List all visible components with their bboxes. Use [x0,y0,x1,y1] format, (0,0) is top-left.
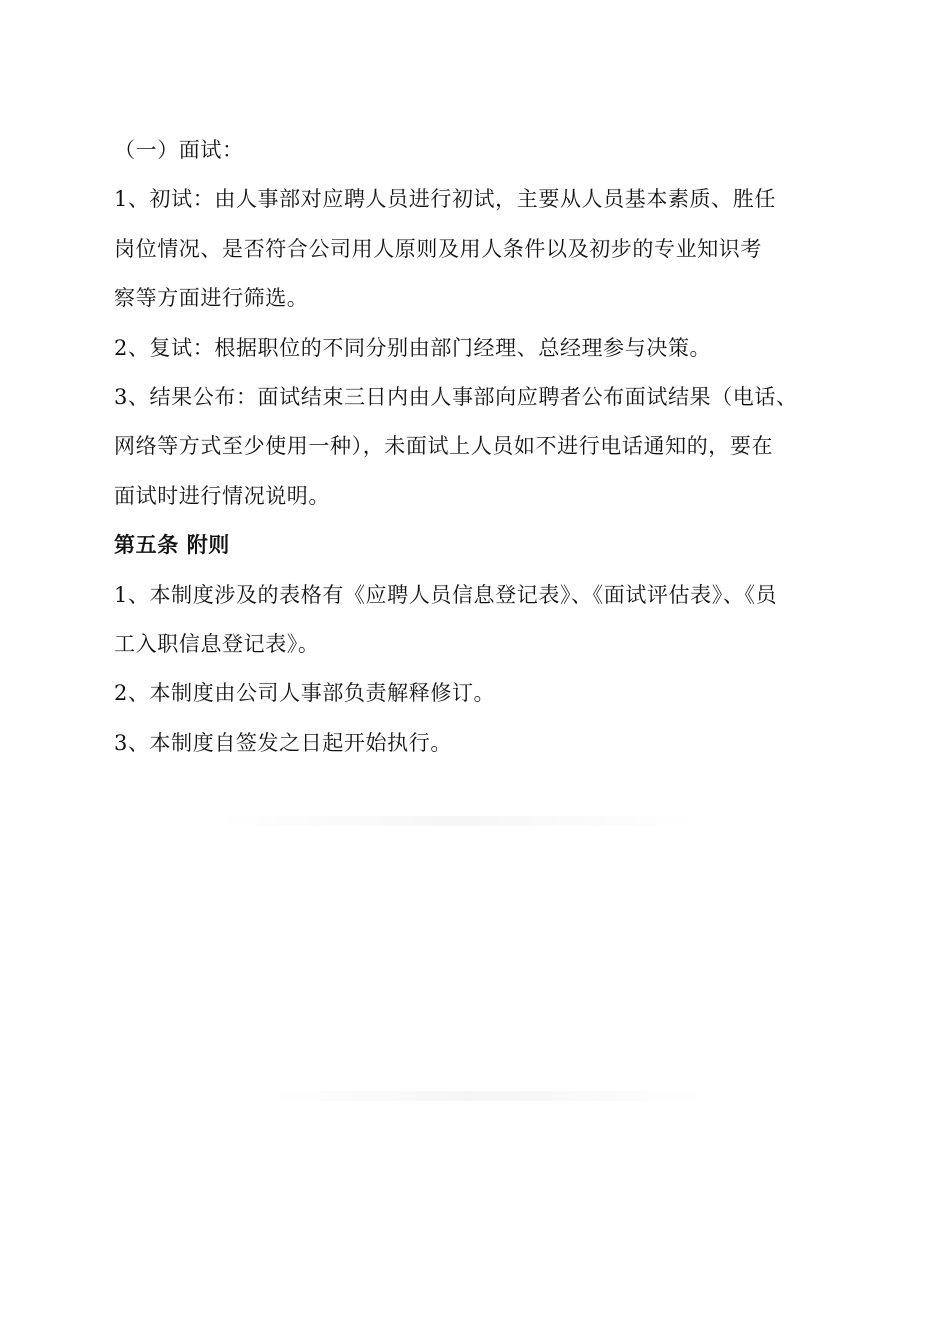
interview-line-7: 面试时进行情况说明。 [114,483,330,508]
article-five-line-4: 3、本制度自签发之日起开始执行。 [114,730,452,755]
article-five-line-2: 工入职信息登记表》。 [114,632,320,657]
interview-line-3: 察等方面进行筛选。 [114,286,309,311]
interview-line-4: 2、复试：根据职位的不同分别由部门经理、总经理参与决策。 [114,335,712,360]
interview-section-title: （一）面试： [114,138,244,162]
interview-line-2: 岗位情况、是否符合公司用人原则及用人条件以及初步的专业知识考 [114,236,762,261]
article-five-line-3: 2、本制度由公司人事部负责解释修订。 [114,681,496,706]
document-body [114,126,804,768]
interview-line-6: 网络等方式至少使用一种），未面试上人员如不进行电话通知的，要在 [114,434,774,459]
interview-line-1: 1、初试：由人事部对应聘人员进行初试，主要从人员基本素质、胜任 [114,187,776,212]
article-five-line-1: 1、本制度涉及的表格有《应聘人员信息登记表》、《面试评估表》、《员 [114,582,778,607]
faint-scan-band-upper [216,816,698,826]
article-five-heading: 第五条 附则 [114,533,230,558]
faint-scan-band-lower [266,1091,704,1101]
interview-line-5: 3、结果公布：面试结束三日内由人事部向应聘者公布面试结果（电话、 [114,385,798,410]
